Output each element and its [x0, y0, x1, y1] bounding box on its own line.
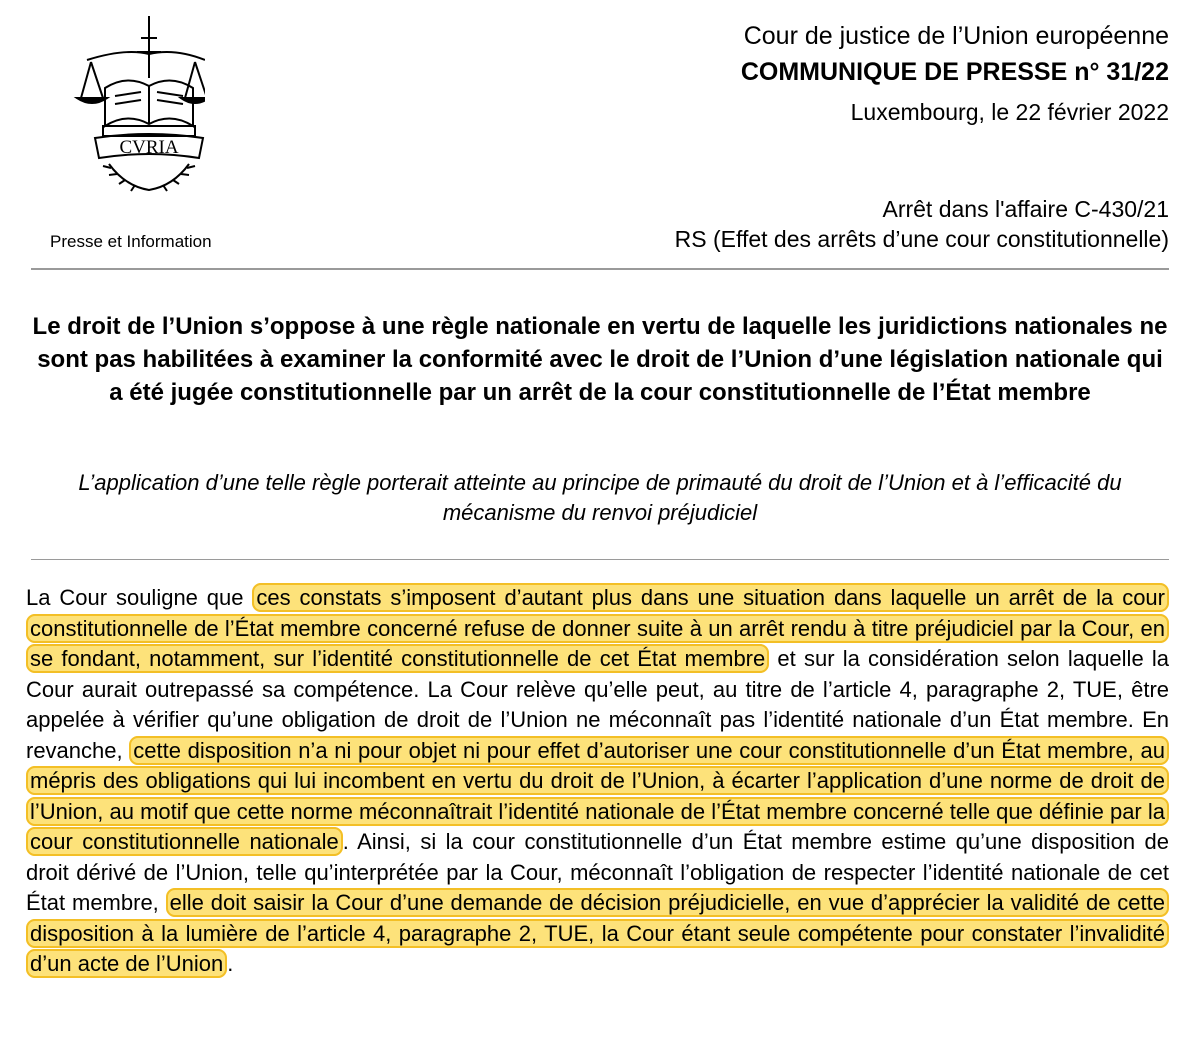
- curia-logo: [50, 8, 250, 248]
- court-name: Cour de justice de l’Union européenne: [743, 22, 1169, 50]
- case-subtitle: RS (Effet des arrêts d’une cour constitutionnelle): [674, 226, 1169, 252]
- department-label: Presse et Information: [50, 232, 212, 251]
- highlighted-text: ces constats s’imposent d’autant plus dans une situation dans laquelle un arrêt de la cour constitutionnelle de l’État membre concerné refuse de donner suite à un arrêt rendu à titre préjudiciel par la Cour, en se fondant, notamment, sur l’identité constitutionnelle de cet État membre: [26, 583, 1169, 673]
- body-paragraph: [26, 583, 1169, 980]
- case-number: Arrêt dans l'affaire C-430/21: [882, 196, 1169, 222]
- header-divider: [31, 268, 1169, 270]
- body-text-segment: .: [227, 951, 234, 976]
- highlighted-text: cette disposition n’a ni pour objet ni pour effet d’autoriser une cour constitutionnelle d’un État membre, au mépris des obligations qui lui incombent en vertu du droit de l’Union, à écarter l’application d’une norme de droit de l’Union, au motif que cette norme méconnaîtrait l’identité nationale de l’État membre concerné telle que définie par la cour constitutionnelle nationale: [26, 736, 1169, 857]
- body-text-segment: et sur la considération selon laquelle la Cour aurait outrepassé sa compétence. La Cour relève qu’elle peut, au titre de l’article 4, paragraphe 2, TUE, être appelée à vérifier qu’une obligation de droit de l’Union ne méconnaît pas l’identité nationale d’un État membre. En revanche,: [26, 646, 1169, 763]
- highlighted-text: elle doit saisir la Cour d’une demande de décision préjudicielle, en vue d’apprécier la validité de cette disposition à la lumière de l’article 4, paragraphe 2, TUE, la Cour étant seule compétente pour constater l’invalidité d’un acte de l’Union: [26, 888, 1169, 978]
- body-text-segment: La Cour souligne que: [26, 585, 253, 610]
- date-line: Luxembourg, le 22 février 2022: [850, 99, 1169, 125]
- subheadline: L’application d’une telle règle porterait atteinte au principe de primauté du droit de l’Union et à l’efficacité du mécanisme du renvoi préjudiciel: [78, 470, 1122, 525]
- curia-emblem-icon: [65, 8, 205, 198]
- headline: Le droit de l’Union s’oppose à une règle nationale en vertu de laquelle les juridictions nationales ne sont pas habilitées à examiner la conformité avec le droit de l’Union d’une législation nationale qui a été jugée constitutionnelle par un arrêt de la cour constitutionnelle de l’État membre: [32, 313, 1168, 406]
- press-release-number: COMMUNIQUE DE PRESSE n° 31/22: [740, 58, 1169, 86]
- section-divider: [31, 559, 1169, 560]
- body-text-segment: . Ainsi, si la cour constitutionnelle d’un État membre estime qu’une disposition de droit dérivé de l’Union, telle qu’interprétée par la Cour, méconnaît l’obligation de respecter l’identité nationale de cet État membre,: [26, 829, 1169, 915]
- logo-text: CVRIA: [119, 137, 179, 158]
